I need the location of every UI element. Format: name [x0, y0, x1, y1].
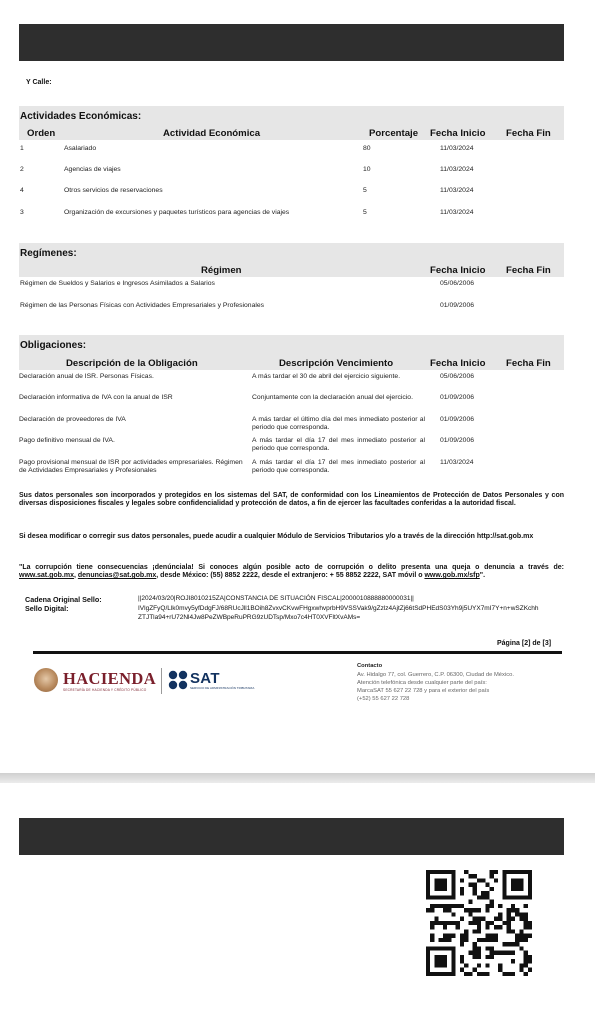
cell-vencimiento: Conjuntamente con la declaración anual del ejercicio. — [252, 394, 413, 401]
hacienda-subtitle: SECRETARÍA DE HACIENDA Y CRÉDITO PÚBLICO — [63, 688, 147, 692]
cell-orden: 3 — [20, 209, 24, 216]
hacienda-logo: HACIENDA — [63, 669, 157, 688]
corruption-paragraph — [19, 564, 564, 581]
cell-orden: 2 — [20, 166, 24, 173]
page-label: Página — [497, 640, 520, 647]
sat-logo: SAT — [190, 670, 220, 687]
col-actividad: Actividad Económica — [163, 128, 261, 139]
col-orden: Orden — [27, 128, 56, 139]
cell-orden: 4 — [20, 187, 24, 194]
sat-link[interactable]: www.sat.gob.mx — [19, 572, 74, 580]
cell-porcentaje: 10 — [363, 166, 371, 173]
cell-obligacion: Declaración de proveedores de IVA — [19, 416, 126, 423]
cell-fecha-inicio: 01/09/2006 — [440, 302, 475, 309]
y-calle-label: Y Calle: — [26, 79, 52, 86]
cadena-value: ||2024/03/20|ROJI8010215ZA|CONSTANCIA DE SITUACIÓN FISCAL|2000010888880000031|| — [138, 595, 414, 602]
corruption-intro: "La corrupción tiene consecuencias ¡denúnciala! Si conoces algún posible acto de corrupción o delito presenta una queja o denuncia a través de: — [19, 564, 564, 571]
corruption-middle: , desde México: (55) 8852 2222, desde el extranjero: + 55 8852 2222, SAT móvil o — [156, 572, 425, 580]
cell-porcentaje: 80 — [363, 145, 371, 152]
contact-line: MarcaSAT 55 627 22 728 y para el exterior del país — [357, 688, 490, 694]
sat-dots-icon — [168, 670, 188, 690]
cell-actividad: Agencias de viajes — [64, 166, 121, 173]
cell-obligacion: Pago definitivo mensual de IVA. — [19, 437, 115, 444]
cell-obligacion: Declaración informativa de IVA con la anual de ISR — [19, 394, 173, 401]
col-regimen: Régimen — [201, 265, 242, 276]
sat-subtitle: SERVICIO DE ADMINISTRACIÓN TRIBUTARIA — [190, 686, 255, 690]
cell-porcentaje: 5 — [363, 187, 367, 194]
top-dark-bar — [19, 24, 564, 61]
datos-personales-paragraph: Sus datos personales son incorporados y protegidos en los sistemas del SAT, de conformidad con los Lineamientos de Protección de Datos Personales y con diversas disposiciones fiscales y legales sobre confidencialidad y protección de datos, a fin de ejercer las facultades conferidas a la autoridad fiscal. — [19, 492, 564, 508]
corruption-end: ". — [479, 572, 486, 580]
col-descripcion-obligacion: Descripción de la Obligación — [66, 358, 198, 369]
obligaciones-header — [19, 335, 564, 370]
sfp-link[interactable]: www.gob.mx/sfp — [424, 572, 480, 580]
contact-title: Contacto — [357, 663, 383, 669]
cell-obligacion: Declaración anual de ISR. Personas Físicas. — [19, 373, 154, 380]
sello-value: IVlgZFyQ/Llk0mvy5yfDdgFJ/68RUcJll1BOih8ZvxvCKvwFHgxwhvprbH9VSSVak9/gZzlz4AjtZj66tSdPHEdS03Yh9j5UYX7mI7Y+n+wSZKchhZTJTla94+rU72Nl4Jw8PeZWBpeRuPRG9zUDTsp/Mxo7c4HT0XVFltXvAMs= — [138, 605, 539, 621]
sello-label: Sello Digital: — [25, 604, 69, 613]
denuncias-email-link[interactable]: denuncias@sat.gob.mx — [77, 572, 157, 580]
actividades-header — [19, 106, 564, 140]
cell-vencimiento: A más tardar el último día del mes inmediato posterior al periodo que corresponda. — [252, 416, 425, 431]
regimenes-header — [19, 243, 564, 277]
actividades-title: Actividades Económicas: — [20, 111, 142, 122]
cell-fecha-inicio: 11/03/2024 — [440, 166, 474, 173]
col-fecha-inicio: Fecha Inicio — [430, 358, 486, 369]
cell-fecha-inicio: 11/03/2024 — [440, 459, 474, 466]
cell-orden: 1 — [20, 145, 24, 152]
col-fecha-fin: Fecha Fin — [506, 358, 551, 369]
cell-fecha-inicio: 01/09/2006 — [440, 437, 475, 444]
qr-code — [426, 870, 532, 976]
cell-regimen: Régimen de Sueldos y Salarios e Ingresos Asimilados a Salarios — [20, 280, 215, 287]
cell-regimen: Régimen de las Personas Físicas con Actividades Empresariales y Profesionales — [20, 302, 265, 309]
logo-divider — [161, 668, 162, 694]
hacienda-seal-icon — [34, 668, 58, 692]
col-porcentaje: Porcentaje — [369, 128, 419, 139]
cell-fecha-inicio: 11/03/2024 — [440, 209, 474, 216]
col-fecha-inicio: Fecha Inicio — [430, 265, 486, 276]
col-descripcion-vencimiento: Descripción Vencimiento — [279, 358, 394, 369]
cell-vencimiento: A más tardar el día 17 del mes inmediato posterior al periodo que corresponda. — [252, 459, 425, 474]
cell-fecha-inicio: 05/06/2006 — [440, 280, 475, 287]
cell-obligacion: Pago provisional mensual de ISR por actividades empresariales. Régimen de Actividades Empresariales y Profesionales — [19, 459, 243, 474]
contact-line: Av. Hidalgo 77, col. Guerrero, C.P. 06300, Ciudad de México. — [357, 672, 514, 678]
cell-fecha-inicio: 11/03/2024 — [440, 187, 474, 194]
cell-vencimiento: A más tardar el día 17 del mes inmediato posterior al periodo que corresponda. — [252, 437, 425, 452]
col-fecha-fin: Fecha Fin — [506, 265, 551, 276]
obligaciones-title: Obligaciones: — [20, 340, 87, 351]
page2-dark-bar — [19, 818, 564, 855]
col-fecha-inicio: Fecha Inicio — [430, 128, 486, 139]
page-separator — [0, 773, 595, 783]
contact-line: (+52) 55 627 22 728 — [357, 696, 410, 702]
cell-fecha-inicio: 11/03/2024 — [440, 145, 474, 152]
cell-fecha-inicio: 01/09/2006 — [440, 394, 475, 401]
page-value: [2] de [3] — [521, 640, 552, 647]
cell-actividad: Organización de excursiones y paquetes turísticos para agencias de viajes — [64, 209, 290, 216]
cell-porcentaje: 5 — [363, 209, 367, 216]
cell-vencimiento: A más tardar el 30 de abril del ejercicio siguiente. — [252, 373, 401, 380]
cadena-label: Cadena Original Sello: — [25, 595, 102, 604]
contact-line: Atención telefónica desde cualquier parte del país: — [357, 680, 487, 686]
cell-fecha-inicio: 05/06/2006 — [440, 373, 475, 380]
regimenes-title: Regímenes: — [20, 248, 77, 259]
page-number — [497, 640, 551, 647]
cell-actividad: Otros servicios de reservaciones — [64, 187, 163, 194]
col-fecha-fin: Fecha Fin — [506, 128, 551, 139]
cell-actividad: Asalariado — [64, 145, 97, 152]
cell-fecha-inicio: 01/09/2006 — [440, 416, 475, 423]
modificar-datos-paragraph: Si desea modificar o corregir sus datos personales, puede acudir a cualquier Módulo de Servicios Tributarios y/o a través de la dirección http://sat.gob.mx — [19, 533, 534, 540]
footer-rule — [33, 651, 562, 654]
corruption-sep: , — [73, 572, 78, 580]
